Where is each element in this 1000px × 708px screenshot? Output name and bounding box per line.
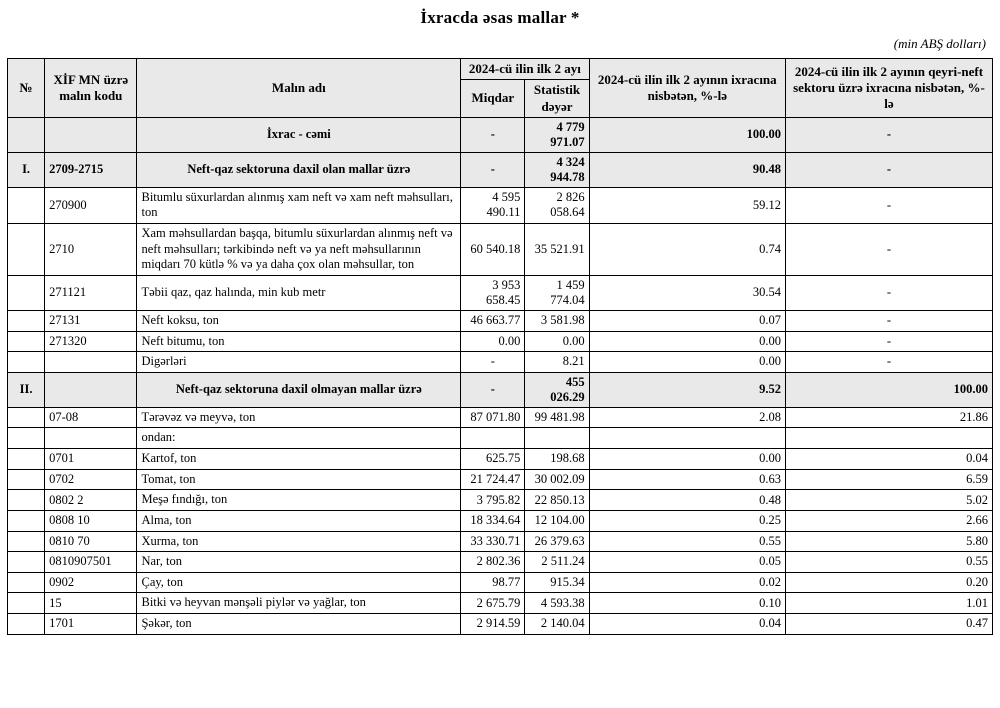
table-row [8, 372, 993, 407]
cell-pct-nonoil: - [785, 331, 992, 352]
cell-pct-total: 0.55 [589, 531, 785, 552]
cell-quantity: 87 071.80 [461, 407, 525, 428]
cell-goods-name: Nar, ton [137, 552, 461, 573]
table-row [8, 310, 993, 331]
cell-pct-nonoil: - [785, 187, 992, 223]
cell-pct-nonoil: 0.47 [785, 614, 992, 635]
header-code: XİF MN üzrə malın kodu [45, 59, 137, 118]
cell-value: 3 581.98 [525, 310, 589, 331]
cell-goods-name: Tərəvəz və meyvə, ton [137, 407, 461, 428]
cell-code: 0701 [45, 449, 137, 470]
header-period-group: 2024-cü ilin ilk 2 ayı [461, 59, 589, 80]
cell-quantity: 2 675.79 [461, 593, 525, 614]
cell-pct-total: 0.00 [589, 331, 785, 352]
cell-num [8, 490, 45, 511]
export-goods-table [7, 58, 993, 635]
cell-pct-total: 0.74 [589, 224, 785, 276]
cell-pct-total: 0.07 [589, 310, 785, 331]
cell-num: I. [8, 152, 45, 187]
header-goods-name: Malın adı [137, 59, 461, 118]
cell-goods-name: ondan: [137, 428, 461, 449]
table-row [8, 275, 993, 310]
cell-pct-nonoil [785, 428, 992, 449]
cell-quantity: 46 663.77 [461, 310, 525, 331]
cell-code: 15 [45, 593, 137, 614]
table-row [8, 407, 993, 428]
cell-pct-total: 0.04 [589, 614, 785, 635]
header-pct-nonoil: 2024-cü ilin ilk 2 ayının qeyri-neft sektoru üzrə ixracına nisbətən, %-lə [785, 59, 992, 118]
cell-value: 455 026.29 [525, 372, 589, 407]
cell-goods-name: Neft bitumu, ton [137, 331, 461, 352]
cell-code: 27131 [45, 310, 137, 331]
header-pct-total: 2024-cü ilin ilk 2 ayının ixracına nisbətən, %-lə [589, 59, 785, 118]
cell-value: 4 324 944.78 [525, 152, 589, 187]
table-row [8, 117, 993, 152]
cell-num [8, 407, 45, 428]
cell-pct-total: 0.00 [589, 449, 785, 470]
cell-code: 270900 [45, 187, 137, 223]
cell-pct-nonoil: 0.20 [785, 572, 992, 593]
cell-num [8, 352, 45, 373]
cell-quantity: 2 914.59 [461, 614, 525, 635]
cell-goods-name: İxrac - cəmi [137, 117, 461, 152]
cell-pct-nonoil: - [785, 352, 992, 373]
cell-pct-total: 2.08 [589, 407, 785, 428]
cell-goods-name: Tomat, ton [137, 469, 461, 490]
cell-pct-total: 100.00 [589, 117, 785, 152]
cell-quantity: - [461, 352, 525, 373]
cell-goods-name: Neft-qaz sektoruna daxil olmayan mallar üzrə [137, 372, 461, 407]
cell-code [45, 117, 137, 152]
cell-pct-nonoil: 5.80 [785, 531, 992, 552]
cell-code [45, 352, 137, 373]
cell-num [8, 187, 45, 223]
cell-value: 198.68 [525, 449, 589, 470]
cell-quantity: 60 540.18 [461, 224, 525, 276]
header-quantity: Miqdar [461, 80, 525, 118]
cell-num [8, 275, 45, 310]
cell-code: 1701 [45, 614, 137, 635]
cell-pct-total: 0.63 [589, 469, 785, 490]
cell-quantity: 21 724.47 [461, 469, 525, 490]
header-row-top [8, 59, 993, 80]
cell-pct-total: 0.10 [589, 593, 785, 614]
cell-goods-name: Kartof, ton [137, 449, 461, 470]
cell-value: 12 104.00 [525, 510, 589, 531]
cell-code: 07-08 [45, 407, 137, 428]
page-title: İxracda əsas mallar * [420, 8, 580, 27]
cell-quantity: - [461, 152, 525, 187]
cell-pct-total: 0.00 [589, 352, 785, 373]
table-row [8, 428, 993, 449]
cell-code: 0702 [45, 469, 137, 490]
cell-pct-nonoil: - [785, 310, 992, 331]
cell-pct-nonoil: - [785, 152, 992, 187]
cell-code: 0808 10 [45, 510, 137, 531]
cell-num [8, 469, 45, 490]
cell-goods-name: Bitki və heyvan mənşəli piylər və yağlar, ton [137, 593, 461, 614]
table-body [8, 117, 993, 634]
cell-code: 2709-2715 [45, 152, 137, 187]
cell-value: 22 850.13 [525, 490, 589, 511]
cell-code: 0902 [45, 572, 137, 593]
table-row [8, 490, 993, 511]
cell-quantity: 3 795.82 [461, 490, 525, 511]
table-row [8, 352, 993, 373]
table-row [8, 531, 993, 552]
cell-num [8, 224, 45, 276]
cell-value: 26 379.63 [525, 531, 589, 552]
cell-goods-name: Xam məhsullardan başqa, bitumlu süxurlardan alınmış neft və neft məhsulları; tərkibində neft və ya neft məhsullarının miqdarı 70 kütlə % və ya daha çox olan məhsullar, ton [137, 224, 461, 276]
cell-value: 4 779 971.07 [525, 117, 589, 152]
cell-quantity: 0.00 [461, 331, 525, 352]
cell-value: 4 593.38 [525, 593, 589, 614]
cell-num: II. [8, 372, 45, 407]
cell-num [8, 572, 45, 593]
cell-pct-nonoil: - [785, 275, 992, 310]
cell-code: 0802 2 [45, 490, 137, 511]
cell-code: 271121 [45, 275, 137, 310]
table-row [8, 510, 993, 531]
cell-pct-total: 59.12 [589, 187, 785, 223]
cell-quantity: 33 330.71 [461, 531, 525, 552]
cell-value: 2 826 058.64 [525, 187, 589, 223]
cell-num [8, 117, 45, 152]
cell-goods-name: Şəkər, ton [137, 614, 461, 635]
cell-goods-name: Çay, ton [137, 572, 461, 593]
table-row [8, 552, 993, 573]
cell-code [45, 428, 137, 449]
table-row [8, 331, 993, 352]
table-row [8, 593, 993, 614]
cell-goods-name: Bitumlu süxurlardan alınmış xam neft və xam neft məhsulları, ton [137, 187, 461, 223]
cell-num [8, 331, 45, 352]
table-header [8, 59, 993, 118]
cell-quantity: 98.77 [461, 572, 525, 593]
cell-pct-nonoil: 6.59 [785, 469, 992, 490]
cell-pct-nonoil: - [785, 224, 992, 276]
cell-pct-total: 9.52 [589, 372, 785, 407]
cell-quantity: - [461, 117, 525, 152]
cell-pct-nonoil: 100.00 [785, 372, 992, 407]
cell-value: 99 481.98 [525, 407, 589, 428]
cell-num [8, 428, 45, 449]
cell-quantity: 18 334.64 [461, 510, 525, 531]
table-row [8, 572, 993, 593]
cell-pct-total: 30.54 [589, 275, 785, 310]
cell-goods-name: Meşə fındığı, ton [137, 490, 461, 511]
cell-goods-name: Neft koksu, ton [137, 310, 461, 331]
cell-pct-nonoil: 21.86 [785, 407, 992, 428]
cell-quantity [461, 428, 525, 449]
units-note: (min ABŞ dolları) [893, 36, 986, 51]
cell-quantity: 4 595 490.11 [461, 187, 525, 223]
cell-goods-name: Digərləri [137, 352, 461, 373]
cell-code: 271320 [45, 331, 137, 352]
cell-pct-total [589, 428, 785, 449]
cell-value: 30 002.09 [525, 469, 589, 490]
cell-value: 2 140.04 [525, 614, 589, 635]
cell-pct-nonoil: 1.01 [785, 593, 992, 614]
header-num: № [8, 59, 45, 118]
table-row [8, 469, 993, 490]
cell-num [8, 614, 45, 635]
cell-goods-name: Neft-qaz sektoruna daxil olan mallar üzrə [137, 152, 461, 187]
cell-code: 0810907501 [45, 552, 137, 573]
table-row [8, 449, 993, 470]
cell-value: 1 459 774.04 [525, 275, 589, 310]
table-row [8, 152, 993, 187]
cell-pct-total: 90.48 [589, 152, 785, 187]
cell-num [8, 552, 45, 573]
cell-num [8, 593, 45, 614]
cell-quantity: 3 953 658.45 [461, 275, 525, 310]
cell-num [8, 531, 45, 552]
cell-num [8, 510, 45, 531]
cell-num [8, 449, 45, 470]
cell-goods-name: Alma, ton [137, 510, 461, 531]
cell-value: 0.00 [525, 331, 589, 352]
cell-value: 2 511.24 [525, 552, 589, 573]
cell-pct-nonoil: 0.04 [785, 449, 992, 470]
cell-pct-nonoil: 2.66 [785, 510, 992, 531]
table-row [8, 187, 993, 223]
cell-quantity: 2 802.36 [461, 552, 525, 573]
cell-quantity: 625.75 [461, 449, 525, 470]
table-row [8, 614, 993, 635]
cell-code: 2710 [45, 224, 137, 276]
cell-pct-total: 0.02 [589, 572, 785, 593]
cell-pct-nonoil: - [785, 117, 992, 152]
cell-pct-nonoil: 5.02 [785, 490, 992, 511]
cell-goods-name: Xurma, ton [137, 531, 461, 552]
cell-value [525, 428, 589, 449]
cell-pct-total: 0.25 [589, 510, 785, 531]
cell-quantity: - [461, 372, 525, 407]
table-row [8, 224, 993, 276]
cell-value: 8.21 [525, 352, 589, 373]
cell-goods-name: Təbii qaz, qaz halında, min kub metr [137, 275, 461, 310]
cell-value: 915.34 [525, 572, 589, 593]
cell-pct-total: 0.05 [589, 552, 785, 573]
cell-pct-total: 0.48 [589, 490, 785, 511]
cell-pct-nonoil: 0.55 [785, 552, 992, 573]
cell-code [45, 372, 137, 407]
cell-num [8, 310, 45, 331]
cell-code: 0810 70 [45, 531, 137, 552]
header-value: Statistik dəyər [525, 80, 589, 118]
cell-value: 35 521.91 [525, 224, 589, 276]
